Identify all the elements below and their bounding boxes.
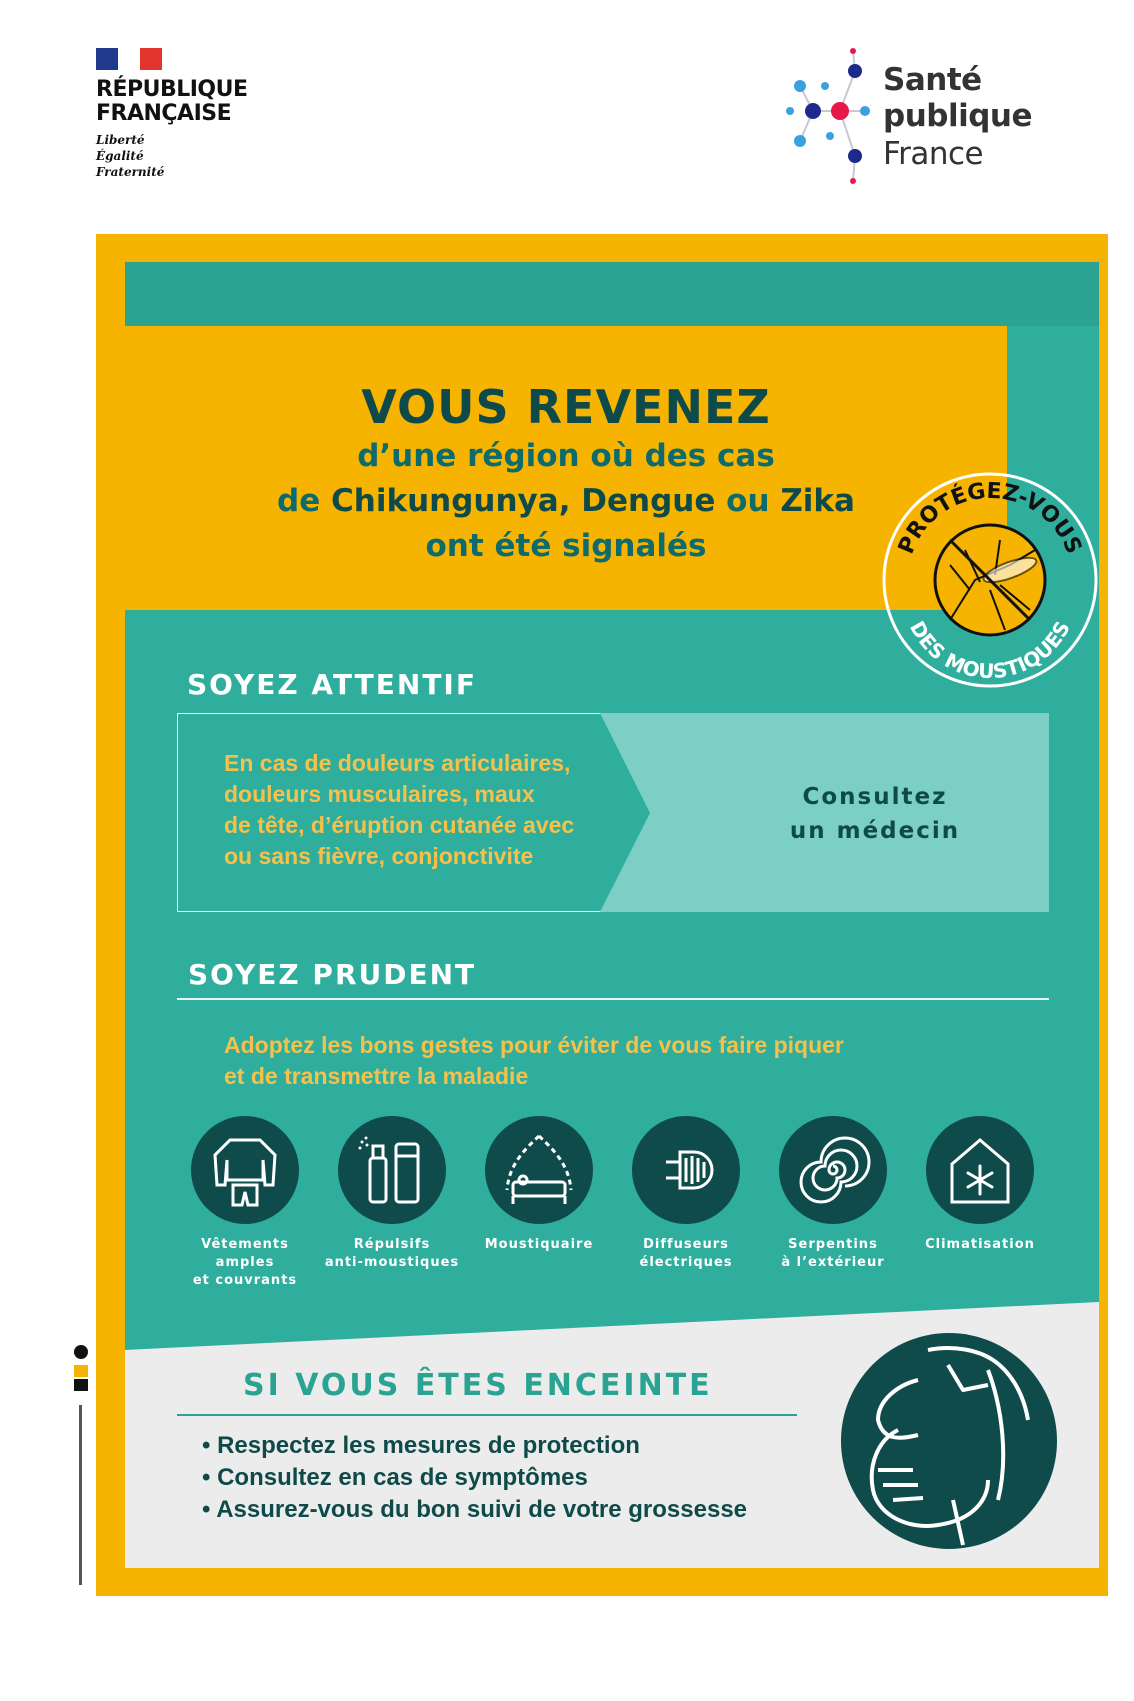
spf-line-1: Santé — [883, 62, 982, 98]
prudent-divider — [177, 998, 1049, 1000]
clothing-icon — [205, 1130, 285, 1210]
diffuser-label-2: électriques — [639, 1255, 733, 1270]
repellent-label-1: Répulsifs — [353, 1237, 431, 1252]
pregnant-woman-icon — [838, 1330, 1060, 1552]
french-flag-icon — [96, 48, 162, 70]
hero-line-3-pre: de — [277, 483, 332, 519]
consult-line-2: un médecin — [789, 818, 961, 844]
repellent-label-2: anti-moustiques — [324, 1255, 460, 1270]
mosquito-icon — [935, 525, 1045, 635]
electric-diffuser-icon — [646, 1130, 726, 1210]
enceinte-item: • Respectez les mesures de protection — [202, 1430, 802, 1462]
hero-line-3-mid: ou — [715, 483, 781, 519]
republique-francaise-logo — [96, 48, 286, 198]
gesture-coil — [758, 1116, 908, 1272]
molecule-icon — [785, 46, 880, 186]
enceinte-list — [202, 1430, 802, 1526]
teal-top-band — [125, 262, 1099, 326]
enceinte-item: • Consultez en cas de symptômes — [202, 1462, 802, 1494]
hero-line-3 — [125, 483, 1007, 519]
attentif-symptoms — [224, 748, 594, 872]
coil-label-1: Serpentins — [788, 1237, 878, 1252]
enceinte-title: SI VOUS ÊTES ENCEINTE — [243, 1368, 713, 1403]
prudent-line-2: et de transmettre la maladie — [224, 1063, 529, 1089]
enceinte-divider — [177, 1414, 797, 1416]
clothing-label-3: et couvrants — [192, 1273, 298, 1288]
hero-diseases-a: Chikungunya, Dengue — [331, 483, 716, 519]
print-marks — [72, 1345, 92, 1595]
spf-line-3: France — [883, 136, 984, 172]
spf-line-2: publique — [883, 98, 1032, 134]
symptom-line-1: En cas de douleurs articulaires, — [224, 750, 571, 776]
gesture-diffuser — [611, 1116, 761, 1272]
rf-line-1: RÉPUBLIQUE — [96, 77, 248, 102]
rf-line-2: FRANÇAISE — [96, 101, 232, 126]
air-conditioning-icon — [940, 1130, 1020, 1210]
badge-bottom-text: DES MOUSTIQUES — [905, 616, 1075, 684]
symptom-line-2: douleurs musculaires, maux — [224, 781, 535, 807]
hero-line-2: d’une région où des cas — [357, 438, 775, 474]
clothing-label-2: amples — [215, 1255, 275, 1270]
gesture-repellent — [317, 1116, 467, 1272]
net-label-1: Moustiquaire — [484, 1237, 594, 1252]
sante-publique-france-logo — [785, 46, 1065, 186]
prudent-line-1: Adoptez les bons gestes pour éviter de vous faire piquer — [224, 1032, 844, 1058]
gesture-net — [464, 1116, 614, 1254]
diffuser-label-1: Diffuseurs — [643, 1237, 729, 1252]
hero-title: VOUS REVENEZ — [361, 380, 771, 434]
motto-fraternite: Fraternité — [96, 165, 165, 179]
consult-doctor-text — [740, 780, 1010, 848]
gesture-ac — [905, 1116, 1055, 1254]
repellent-icon — [352, 1130, 432, 1210]
symptom-line-4: ou sans fièvre, conjonctivite — [224, 843, 534, 869]
clothing-label-1: Vêtements — [201, 1237, 289, 1252]
prudent-title: SOYEZ PRUDENT — [188, 958, 477, 991]
ac-label-1: Climatisation — [925, 1237, 1035, 1252]
coil-icon — [793, 1130, 873, 1210]
consult-line-1: Consultez — [802, 784, 948, 810]
prudent-intro — [224, 1030, 924, 1092]
hero-diseases-b: Zika — [780, 483, 855, 519]
attentif-title: SOYEZ ATTENTIF — [187, 668, 477, 701]
badge-top-text: PROTÉGEZ-VOUS — [893, 478, 1087, 558]
coil-label-2: à l’extérieur — [781, 1255, 885, 1270]
motto-egalite: Égalité — [96, 149, 144, 163]
protect-mosquito-badge — [880, 470, 1100, 690]
mosquito-net-icon — [499, 1130, 579, 1210]
gesture-clothing — [170, 1116, 320, 1290]
motto-liberte: Liberté — [96, 133, 145, 147]
enceinte-item: • Assurez-vous du bon suivi de votre grossesse — [202, 1494, 802, 1526]
symptom-line-3: de tête, d’éruption cutanée avec — [224, 812, 575, 838]
hero-line-4: ont été signalés — [425, 528, 707, 564]
